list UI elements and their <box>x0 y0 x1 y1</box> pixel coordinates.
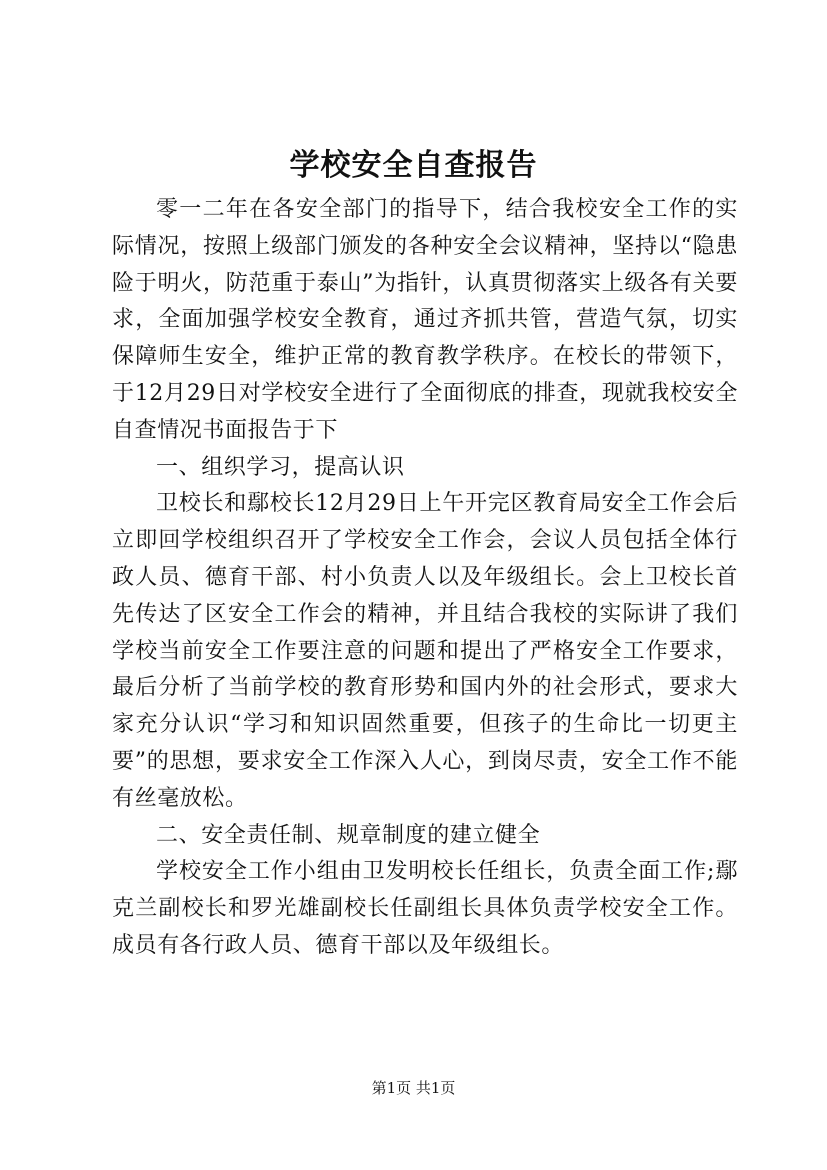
section-heading-1: 一、组织学习，提高认识 <box>156 454 405 480</box>
section-heading-2: 二、安全责任制、规章制度的建立健全 <box>156 822 541 848</box>
section-1-paragraph: 卫校长和鄢校长12月29日上午开完区教育局安全工作会后立即回学校组织召开了学校安全工作会，会议人员包括全体行政人员、德育干部、村小负责人以及年级组长。会上卫校长首先传达了区安全工作会的精神，并且结合我校的实际讲了我们学校当前安全工作要注意的问题和提出了严格安全工作要求，最后分析了当前学校的教育形势和国内外的社会形式，要求大家充分认识“学习和知识固然重要，但孩子的生命比一切更主要”的思想，要求安全工作深入人心，到岗尽责，安全工作不能有丝毫放松。 <box>112 491 738 811</box>
document-body <box>112 192 738 965</box>
page-footer: 第1页 共1页 <box>371 1079 456 1097</box>
intro-paragraph: 零一二年在各安全部门的指导下，结合我校安全工作的实际情况，按照上级部门颁发的各种安全会议精神，坚持以“隐患险于明火，防范重于泰山”为指针，认真贯彻落实上级各有关要求，全面加强学校安全教育，通过齐抓共管，营造气氛，切实保障师生安全，维护正常的教育教学秩序。在校长的带领下，于12月29日对学校安全进行了全面彻底的排查，现就我校安全自查情况书面报告于下 <box>112 197 738 443</box>
section-2-paragraph: 学校安全工作小组由卫发明校长任组长，负责全面工作;鄢克兰副校长和罗光雄副校长任副组长具体负责学校安全工作。成员有各行政人员、德育干部以及年级组长。 <box>112 859 738 958</box>
document-title: 学校安全自查报告 <box>289 148 538 183</box>
